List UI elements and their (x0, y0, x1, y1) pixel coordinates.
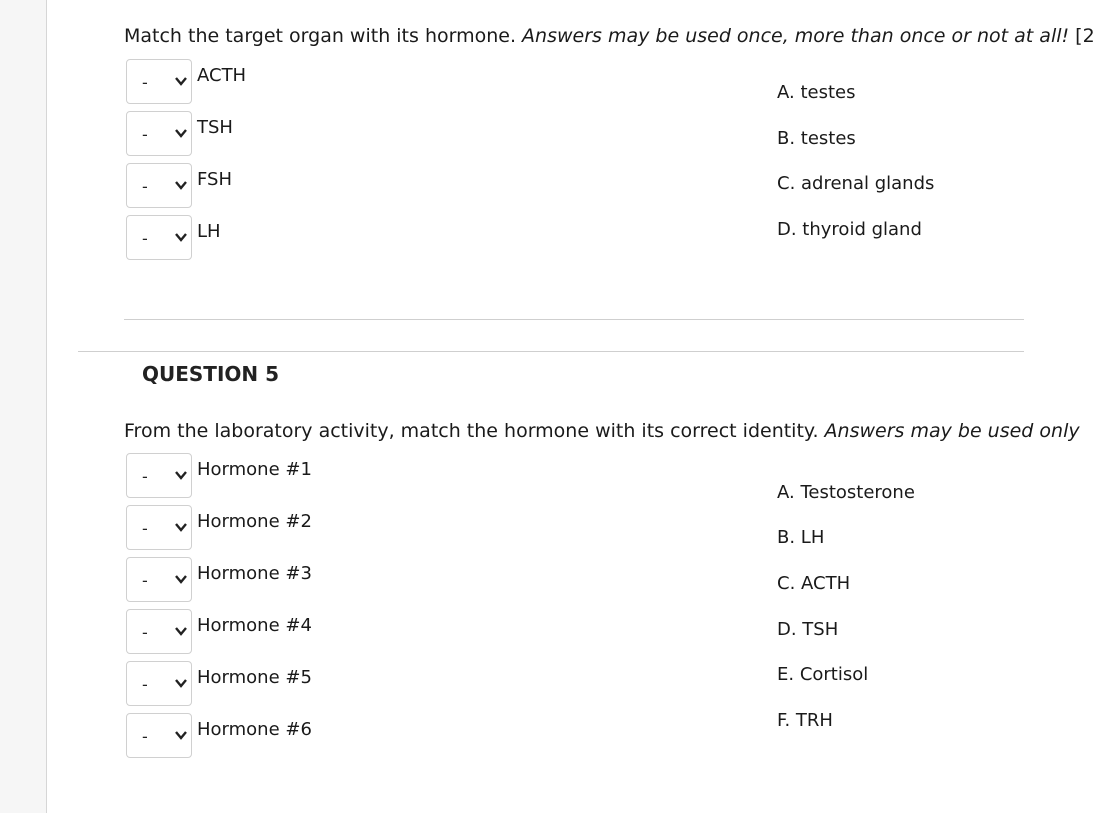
q5-match-row (126, 661, 312, 708)
q4-answer-option: A. testes (777, 82, 856, 103)
chevron-down-icon (174, 74, 188, 88)
q5-match-row (126, 713, 312, 760)
question-5-heading: QUESTION 5 (142, 362, 280, 386)
q5-hormone-2-select[interactable] (126, 505, 192, 550)
chevron-down-icon (174, 676, 188, 690)
q5-match-row (126, 453, 312, 500)
q5-prompt-label: Hormone #3 (197, 563, 312, 584)
section-divider (78, 351, 1024, 352)
q4-prompt-label: FSH (197, 169, 232, 190)
select-value: - (142, 727, 148, 746)
select-value: - (142, 623, 148, 642)
q5-match-row (126, 557, 312, 604)
left-rail (0, 0, 47, 813)
q4-prompt-label: TSH (197, 117, 233, 138)
q5-answer-option: B. LH (777, 527, 825, 548)
divider (124, 319, 1024, 320)
q5-answer-option: D. TSH (777, 619, 839, 640)
q4-match-row (126, 59, 246, 106)
question-4-prompt: Match the target organ with its hormone. Answers may be used once, more than once or not at all! [2 (124, 25, 1095, 47)
q4-fsh-select[interactable] (126, 163, 192, 208)
select-value: - (142, 229, 148, 248)
q5-hormone-4-select[interactable] (126, 609, 192, 654)
chevron-down-icon (174, 520, 188, 534)
q5-answer-option: A. Testosterone (777, 482, 915, 503)
question-5-prompt: From the laboratory activity, match the hormone with its correct identity. Answers may be used only (124, 420, 1080, 442)
q5-prompt-label: Hormone #6 (197, 719, 312, 740)
select-value: - (142, 467, 148, 486)
q5-hormone-1-select[interactable] (126, 453, 192, 498)
select-value: - (142, 571, 148, 590)
q4-answer-option: D. thyroid gland (777, 219, 922, 240)
chevron-down-icon (174, 230, 188, 244)
q4-lh-select[interactable] (126, 215, 192, 260)
q4-prompt-label: ACTH (197, 65, 247, 86)
chevron-down-icon (174, 468, 188, 482)
q5-hormone-3-select[interactable] (126, 557, 192, 602)
q4-answer-option: B. testes (777, 128, 856, 149)
select-value: - (142, 177, 148, 196)
chevron-down-icon (174, 624, 188, 638)
chevron-down-icon (174, 178, 188, 192)
select-value: - (142, 519, 148, 538)
q5-answer-option: C. ACTH (777, 573, 851, 594)
q5-hormone-6-select[interactable] (126, 713, 192, 758)
q4-acth-select[interactable] (126, 59, 192, 104)
chevron-down-icon (174, 126, 188, 140)
q5-answer-option: F. TRH (777, 710, 833, 731)
select-value: - (142, 125, 148, 144)
q4-match-row (126, 215, 221, 262)
q5-prompt-label: Hormone #5 (197, 667, 312, 688)
select-value: - (142, 675, 148, 694)
q5-answer-option: E. Cortisol (777, 664, 869, 685)
q5-prompt-label: Hormone #1 (197, 459, 312, 480)
q4-match-row (126, 111, 233, 158)
q5-match-row (126, 505, 312, 552)
select-value: - (142, 73, 148, 92)
q5-prompt-label: Hormone #4 (197, 615, 312, 636)
q4-answer-option: C. adrenal glands (777, 173, 935, 194)
q4-tsh-select[interactable] (126, 111, 192, 156)
chevron-down-icon (174, 572, 188, 586)
q5-match-row (126, 609, 312, 656)
q4-prompt-label: LH (197, 221, 221, 242)
q4-match-row (126, 163, 232, 210)
q5-prompt-label: Hormone #2 (197, 511, 312, 532)
q5-hormone-5-select[interactable] (126, 661, 192, 706)
chevron-down-icon (174, 728, 188, 742)
